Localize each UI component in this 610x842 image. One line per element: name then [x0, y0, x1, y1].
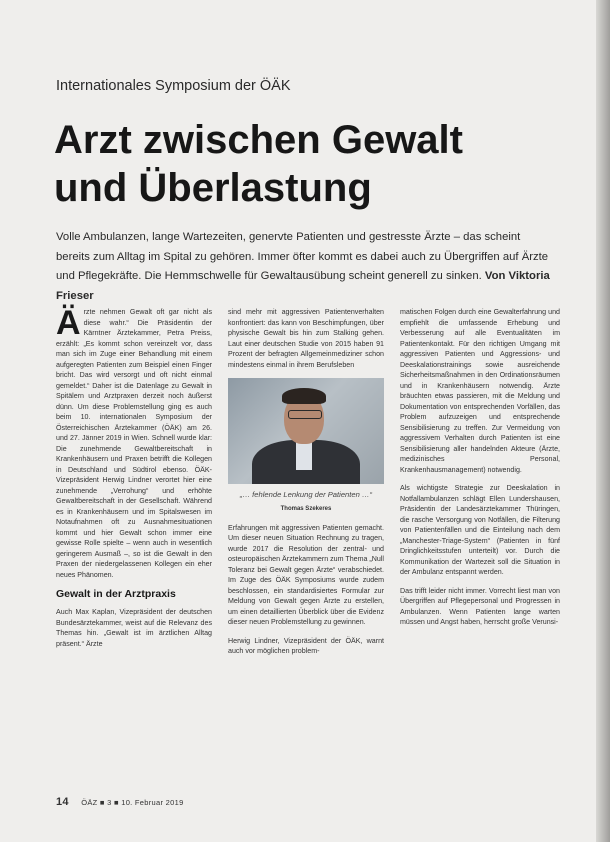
kicker: Internationales Symposium der ÖÄK: [56, 78, 291, 94]
paragraph: [56, 304, 212, 580]
paragraph: Herwig Lindner, Vizepräsident der ÖÄK, warnt auch vor möglichen problem-: [228, 636, 384, 655]
paragraph: matischen Folgen durch eine Gewalterfahrung und empfiehlt die umfassende Erhebung und Verbesserung auf alle Eventualitäten im Patientenkontakt. Für den richtigen Umgang mit aggressiven Patienten und Aggressions- und Deeskalationstrainings sowie ausreichende Sicherheitsmaßnahmen in den Ordinationsräumen und in Krankenhäusern notwendig. Ärzte bräuchten etwas passieren, mit die Meldung und Dokumentation von entsprechenden Vorfällen, das Problem aufzuzeigen und entsprechende Sensibilisierung zu treffen. Zur Vermeidung von aggressivem Verhalten durch Patienten ist eine Sensibilisierung aller handelnden Akteure (Ärzte, medizinisches Personal, Krankenhausmanagement) notwendig.: [400, 308, 560, 474]
paragraph: sind mehr mit aggressiven Patientenverhalten konfrontiert: das kann von Beschimpfungen, über physische Gewalt bis hin zum Stalking gehen. Laut einer deutschen Studie von 2015 haben 91 Prozent der befragten Allgemeinmediziner schon mindestens einmal in ihrem Berufsleben: [228, 308, 384, 369]
lead-text: Volle Ambulanzen, lange Wartezeiten, genervte Patienten und gestresste Ärzte – das scheint bereits zum Alltag im Spital zu gehören. Immer öfter kommt es dabei auch zu Übergriffen auf Ärzte und Pflegekräfte. Die Hemmschwelle für Gewaltausübung scheint generell zu sinken.: [56, 231, 549, 282]
drop-cap: Ä: [56, 304, 81, 342]
column-2: [228, 307, 384, 665]
photo-shirt: [296, 440, 312, 470]
pull-quote: „… fehlende Lenkung der Patienten …“: [239, 490, 373, 499]
headline-line-2: und Überlastung: [54, 166, 372, 210]
column-3: [400, 307, 560, 636]
subheading: Gewalt in der Arztpraxis: [56, 588, 176, 600]
headline: [54, 116, 594, 212]
paragraph: Als wichtigste Strategie zur Deeskalation in Notfallambulanzen schlägt Ellen Lundershausen, Präsidentin der Landesärztekammer Thüringen, die rasche Versorgung von Notfällen, die Filterung von Patientenfällen und die Einteilung nach dem „Manchester-Triage-System“ (Patienten in fünf Dringlichkeitsstufen unterteilt) vor. Durch die Kommunikation der Wartezeit soll die Situation in der Ambulanz entspannt werden.: [400, 484, 560, 576]
paragraph: Das trifft leider nicht immer. Vorrecht liest man von Übergriffen auf Pflegepersonal und Progressen in Ambulanzen. Wenn Patienten lange warten müssen und Angst haben, herrscht große Verunsi-: [400, 586, 560, 626]
paragraph-text: rzte nehmen Gewalt oft gar nicht als diese wahr.“ Die Präsidentin der Kärntner Ärztekammer, Petra Preiss, erzählt: „Es kommt schon vereinzelt vor, dass man sich im Zuge einer Behandlung mit einem aufgeregten Patienten zum Beispiel einen Finger bricht. Das wird versorgt und oft nicht einmal gemeldet.“ Daher ist die Datenlage zu Gewalt in Spitälern und Arztpraxen derzeit noch äußerst dünn. Um diese Problemstellung ging es auch beim 10. internationalen Symposium der Österreichischen Ärztekammer (ÖÄK) am 26. und 27. Jänner 2019 in Wien. Schnell wurde klar: Die zunehmende Gewaltbereitschaft in Krankenhäusern und Praxen betrifft die Kollegen in Deutschland und Südtirol ebenso. ÖÄK-Vizepräsident Herwig Lindner verortet hier eine zunehmende „Verrohung“ und erhöhte Gewaltbereitschaft in der Gesellschaft. Während es in Krankenhäusern und im Spitalswesen im Notaufnahmen oft zu Ausnahmesituationen kommt und hier Gewalt schon immer eine gewisse Rolle spielte – wenn auch in wesentlich geringerem Ausmaß –, so ist die Gewalt in den Praxen der niedergelassenen Kollegen ein eher neues Phänomen.: [56, 308, 212, 579]
issue-info: ÖÄZ ■ 3 ■ 10. Februar 2019: [81, 798, 184, 807]
paragraph: Auch Max Kaplan, Vizepräsident der deutschen Bundesärztekammer, weist auf die Relevanz des Themas hin. „Gewalt ist im ärztlichen Alltag präsent.“ Ärzte: [56, 608, 212, 648]
author-byline: Von Viktoria Frieser: [56, 270, 550, 302]
portrait-photo: [228, 378, 384, 484]
paragraph: Erfahrungen mit aggressiven Patienten gemacht. Um dieser neuen Situation Rechnung zu tragen, wurde 2017 die Resolution der zentral- und osteuropäischen Ärztekammern zum Thema „Null Toleranz bei Gewalt gegen Ärzte“ verabschiedet. Im Zuge des ÖÄK Symposiums wurde zudem beschlossen, ein standardisiertes Formular zur Meldung von Gewalt gegen Ärzte zu erstellen, um einen detaillierten Überblick über die Evidenz dieser neuen Problemstellung zu gewinnen.: [228, 523, 384, 626]
column-1: [56, 304, 212, 657]
page-number: 14: [56, 796, 69, 808]
lead-paragraph: [56, 228, 556, 306]
page-footer: [56, 796, 184, 808]
headline-line-1: Arzt zwischen Gewalt: [54, 118, 463, 162]
quote-attribution: Thomas Szekeres: [280, 506, 332, 512]
page-edge: [596, 0, 610, 842]
photo-hair: [282, 388, 326, 404]
photo-glasses: [288, 410, 322, 419]
